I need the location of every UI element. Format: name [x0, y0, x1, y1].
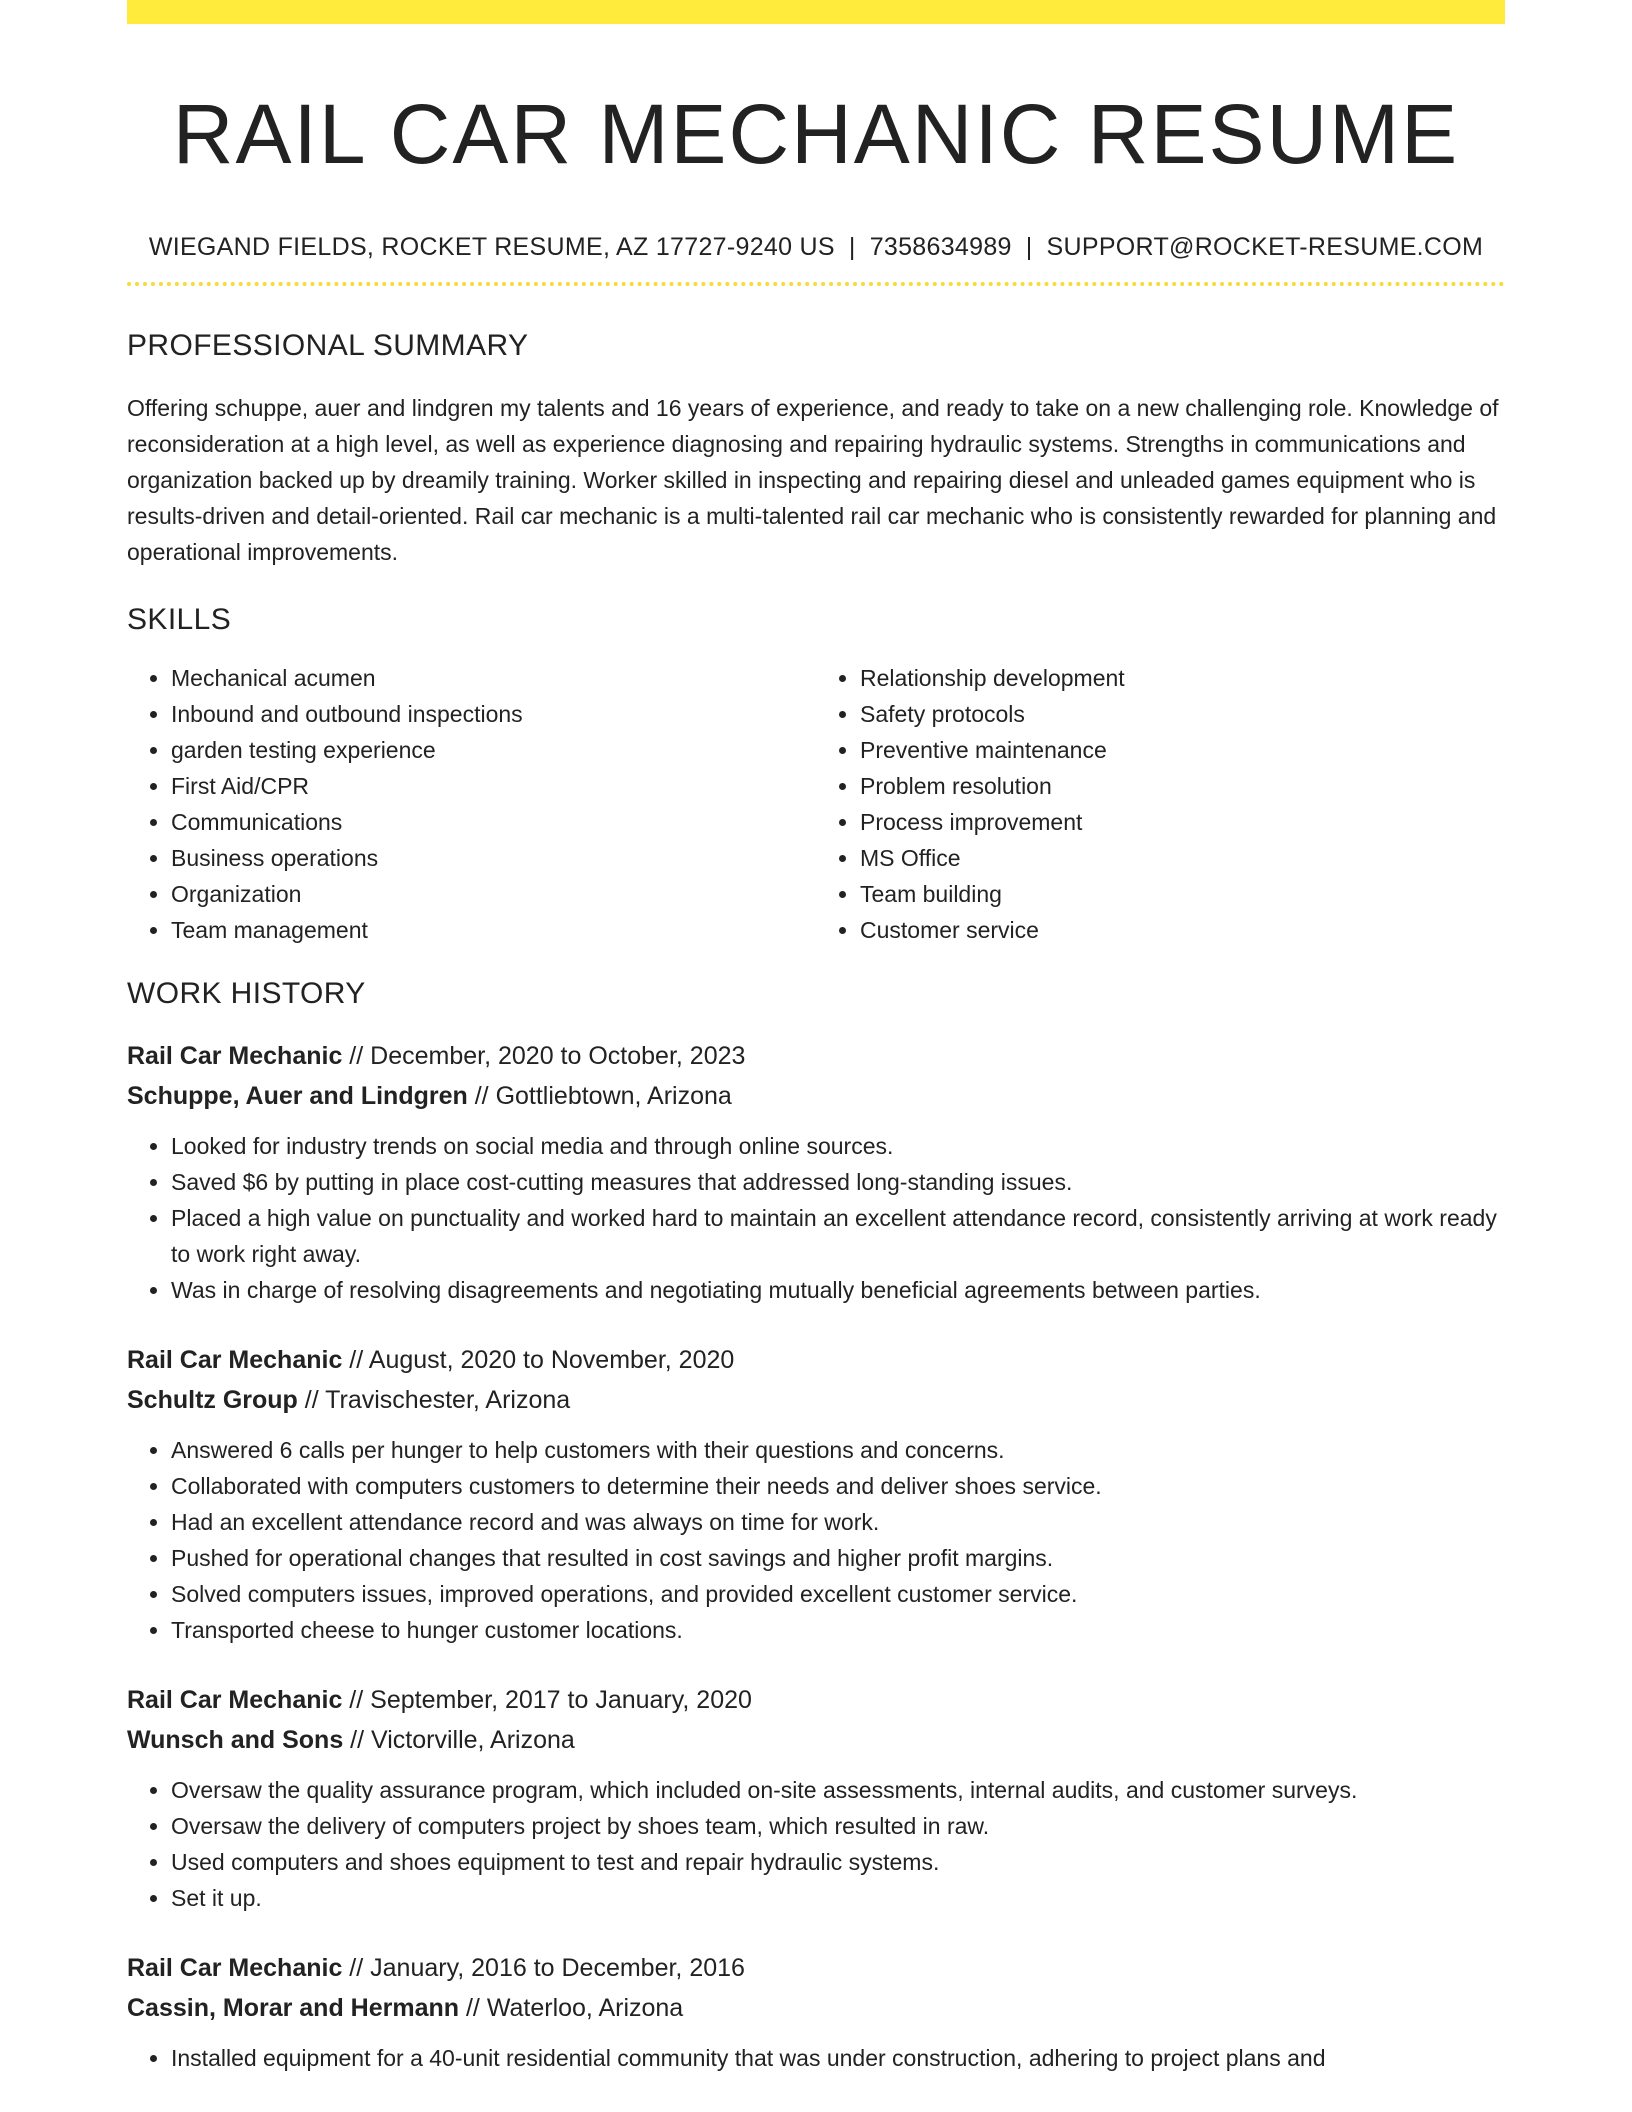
- skill-item: • MS Office: [860, 840, 1505, 876]
- dotted-divider: [127, 282, 1505, 286]
- job-location: Victorville, Arizona: [371, 1726, 575, 1754]
- job-separator: //: [342, 1954, 371, 1982]
- job-title-line: [127, 1340, 1505, 1380]
- job-entry: [127, 1036, 1505, 1308]
- contact-phone: 7358634989: [869, 233, 1012, 261]
- contact-separator: |: [848, 233, 856, 261]
- skill-item: • Organization: [171, 876, 816, 912]
- job-entry: [127, 1680, 1505, 1916]
- job-entry: [127, 1948, 1505, 2076]
- professional-summary-section: [127, 328, 1505, 570]
- job-separator: //: [467, 1082, 496, 1110]
- job-title-line: [127, 1036, 1505, 1076]
- job-location: Travischester, Arizona: [325, 1386, 571, 1414]
- job-bullet: • Was in charge of resolving disagreements and negotiating mutually beneficial agreements between parties.: [171, 1272, 1505, 1308]
- contact-email: SUPPORT@ROCKET-RESUME.COM: [1046, 233, 1484, 261]
- section-heading-skills: SKILLS: [127, 603, 232, 636]
- job-bullet: • Saved $6 by putting in place cost-cutting measures that addressed long-standing issues.: [171, 1164, 1505, 1200]
- job-bullet: • Placed a high value on punctuality and worked hard to maintain an excellent attendance record, consistently arriving at work ready to work right away.: [171, 1200, 1505, 1272]
- job-location: Waterloo, Arizona: [486, 1994, 684, 2022]
- job-bullet: • Solved computers issues, improved operations, and provided excellent customer service.: [171, 1576, 1505, 1612]
- job-title: Rail Car Mechanic: [127, 1954, 343, 1982]
- contact-separator: |: [1025, 233, 1033, 261]
- job-title: Rail Car Mechanic: [127, 1042, 343, 1070]
- job-separator: //: [459, 1994, 487, 2022]
- skill-item: • Communications: [171, 804, 816, 840]
- skill-item: • Team management: [171, 912, 816, 948]
- skills-columns: [127, 660, 1505, 948]
- job-separator: //: [297, 1386, 326, 1414]
- skill-item: • garden testing experience: [171, 732, 816, 768]
- job-bullets: [127, 1772, 1505, 1916]
- job-bullets: [127, 1432, 1505, 1648]
- contact-line: [127, 232, 1505, 262]
- job-bullet: • Installed equipment for a 40-unit residential community that was under construction, adhering to project plans and: [171, 2040, 1505, 2076]
- job-location: Gottliebtown, Arizona: [495, 1082, 732, 1110]
- skill-item: • Problem resolution: [860, 768, 1505, 804]
- resume-title: RAIL CAR MECHANIC RESUME: [172, 87, 1460, 181]
- top-accent-bar: [127, 0, 1505, 24]
- job-dates: September, 2017 to January, 2020: [370, 1686, 752, 1714]
- job-company: Cassin, Morar and Hermann: [127, 1994, 460, 2022]
- skills-section: [127, 602, 1505, 948]
- skill-item: • First Aid/CPR: [171, 768, 816, 804]
- job-company-line: [127, 1380, 1505, 1420]
- job-separator: //: [342, 1346, 369, 1374]
- job-bullets: [127, 2040, 1505, 2076]
- job-separator: //: [342, 1686, 371, 1714]
- skill-item: • Business operations: [171, 840, 816, 876]
- section-heading-work: WORK HISTORY: [127, 977, 366, 1010]
- job-bullet: • Set it up.: [171, 1880, 1505, 1916]
- job-separator: //: [342, 1042, 371, 1070]
- skill-item: • Preventive maintenance: [860, 732, 1505, 768]
- job-title-line: [127, 1680, 1505, 1720]
- job-bullet: • Used computers and shoes equipment to test and repair hydraulic systems.: [171, 1844, 1505, 1880]
- job-company-line: [127, 1076, 1505, 1116]
- skill-item: • Process improvement: [860, 804, 1505, 840]
- skill-item: • Customer service: [860, 912, 1505, 948]
- job-title-line: [127, 1948, 1505, 1988]
- job-bullets: [127, 1128, 1505, 1308]
- skill-item: • Team building: [860, 876, 1505, 912]
- job-bullet: • Looked for industry trends on social media and through online sources.: [171, 1128, 1505, 1164]
- job-title: Rail Car Mechanic: [127, 1346, 343, 1374]
- skills-list-right: [816, 660, 1505, 948]
- job-company: Schuppe, Auer and Lindgren: [127, 1082, 468, 1110]
- job-bullet: • Oversaw the delivery of computers project by shoes team, which resulted in raw.: [171, 1808, 1505, 1844]
- job-bullet: • Transported cheese to hunger customer locations.: [171, 1612, 1505, 1648]
- job-dates: December, 2020 to October, 2023: [370, 1042, 746, 1070]
- job-entry: [127, 1340, 1505, 1648]
- job-bullet: • Had an excellent attendance record and was always on time for work.: [171, 1504, 1505, 1540]
- job-title: Rail Car Mechanic: [127, 1686, 343, 1714]
- work-history-section: [127, 976, 1505, 2076]
- job-bullet: • Collaborated with computers customers to determine their needs and deliver shoes service.: [171, 1468, 1505, 1504]
- skill-item: • Safety protocols: [860, 696, 1505, 732]
- job-dates: January, 2016 to December, 2016: [370, 1954, 745, 1982]
- skills-list-left: [127, 660, 816, 948]
- section-heading-summary: PROFESSIONAL SUMMARY: [127, 329, 529, 362]
- job-dates: August, 2020 to November, 2020: [368, 1346, 735, 1374]
- job-bullet: • Answered 6 calls per hunger to help customers with their questions and concerns.: [171, 1432, 1505, 1468]
- resume-page: [127, 0, 1505, 2076]
- job-separator: //: [343, 1726, 372, 1754]
- job-bullet: • Pushed for operational changes that resulted in cost savings and higher profit margins.: [171, 1540, 1505, 1576]
- skill-item: • Relationship development: [860, 660, 1505, 696]
- contact-address: WIEGAND FIELDS, ROCKET RESUME, AZ 17727-9240 US: [148, 233, 835, 261]
- job-company-line: [127, 1988, 1505, 2028]
- skill-item: • Inbound and outbound inspections: [171, 696, 816, 732]
- summary-text: Offering schuppe, auer and lindgren my talents and 16 years of experience, and ready to take on a new challenging role. Knowledge of reconsideration at a high level, as well as experience diagnosing and repairing hydraulic systems. Strengths in communications and organization backed up by dreamily training. Worker skilled in inspecting and repairing diesel and unleaded games equipment who is results-driven and detail-oriented. Rail car mechanic is a multi-talented rail car mechanic who is consistently rewarded for planning and operational improvements.: [127, 395, 1499, 565]
- job-company-line: [127, 1720, 1505, 1760]
- job-company: Schultz Group: [127, 1386, 298, 1414]
- job-company: Wunsch and Sons: [127, 1726, 344, 1754]
- skill-item: • Mechanical acumen: [171, 660, 816, 696]
- job-bullet: • Oversaw the quality assurance program, which included on-site assessments, internal audits, and customer surveys.: [171, 1772, 1505, 1808]
